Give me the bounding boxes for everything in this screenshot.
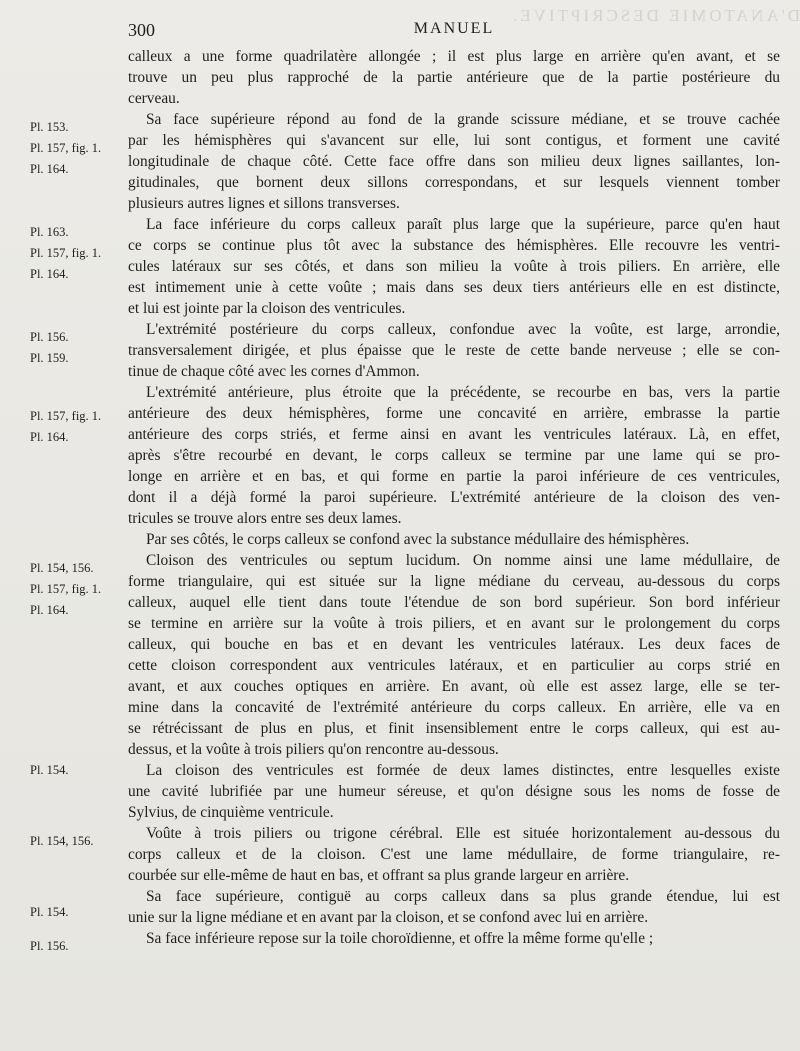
text-line: corps calleux et de la cloison. C'est une lame médullaire, de forme triangulaire, re- (128, 846, 780, 863)
text-line: Sylvius, de cinquième ventricule. (128, 804, 334, 821)
text-line: dessus, et la voûte à trois piliers qu'on rencontre au-dessous. (128, 741, 499, 758)
text-line: calleux a une forme quadrilatère allongée ; il est plus large en arrière qu'en avant, et se (128, 48, 780, 65)
text-line: Par ses côtés, le corps calleux se confond avec la substance médullaire des hémisphères. (146, 531, 690, 548)
margin-note: Pl. 163. (30, 225, 69, 239)
text-line: longe en arrière et en bas, et qui forme en partie la paroi inférieure de ces ventricules, (128, 468, 780, 485)
text-line: trouve un peu plus rapproché de la partie antérieure que de la partie postérieure du (128, 69, 780, 86)
margin-plate-references (30, 558, 120, 621)
margin-note: Pl. 164. (30, 603, 69, 617)
margin-plate-references (30, 831, 120, 852)
text-line: et lui est jointe par la cloison des ventricules. (128, 300, 406, 317)
text-line: cerveau. (128, 90, 180, 107)
text-line: Cloison des ventricules ou septum lucidum. On nomme ainsi une lame médullaire, de (146, 552, 780, 569)
margin-note: Pl. 157, fig. 1. (30, 582, 102, 596)
main-text (30, 46, 780, 953)
text-line: cules latéraux sur ses côtés, et dans son milieu la voûte à trois piliers. En arrière, elle (128, 258, 780, 275)
text-line: Sa face supérieure, contiguë au corps calleux dans sa plus grande étendue, lui est (146, 888, 780, 905)
text-line: une cavité lubrifiée par une humeur séreuse, et qu'on désigne sous les noms de fosse de (128, 783, 780, 800)
paragraph (30, 550, 780, 760)
text-line: antérieure des corps striés, et ferme ainsi en avant les ventricules latéraux. Là, en effet, (128, 426, 780, 443)
text-line: antérieure des deux hémisphères, forme une concavité en arrière, embrasse la partie (128, 405, 780, 422)
text-line: gitudinales, que bornent deux sillons correspondans, et sur lesquels viennent tomber (128, 174, 780, 191)
text-line: Sa face inférieure repose sur la toile choroïdienne, et offre la même forme qu'elle ; (146, 930, 654, 947)
text-line: courbée sur elle-même de haut en bas, et offrant sa plus grande largeur en arrière. (128, 867, 630, 884)
margin-note: Pl. 154. (30, 763, 69, 777)
paragraph (30, 928, 780, 953)
text-line: mine dans la concavité de l'extrémité antérieure du corps calleux. En arrière, elle va en (128, 699, 780, 716)
margin-note: Pl. 159. (30, 351, 69, 365)
text-line: par les hémisphères qui s'avancent sur elle, lui sont contigus, et forment une cavité (128, 132, 780, 149)
text-line: plusieurs autres lignes et sillons transverses. (128, 195, 400, 212)
text-line: unie sur la ligne médiane et en avant par la cloison, et se confond avec lui en arrière. (128, 909, 649, 926)
margin-note: Pl. 153. (30, 120, 69, 134)
paragraph (30, 214, 780, 319)
running-title: MANUEL (413, 20, 495, 37)
text-line: L'extrémité postérieure du corps calleux, confondue avec la voûte, est large, arrondie, (146, 321, 780, 338)
margin-note: Pl. 154, 156. (30, 561, 94, 575)
margin-note: Pl. 157, fig. 1. (30, 246, 102, 260)
text-line: forme triangulaire, qui est située sur la ligne médiane du cerveau, au-dessous du corps (128, 573, 780, 590)
text-line: dont il a déjà formé la paroi supérieure. L'extrémité antérieure de la cloison des ven- (128, 489, 780, 506)
text-line: transversalement dirigée, et plus épaisse que le reste de cette bande nerveuse ; elle se con- (128, 342, 780, 359)
text-line: La face inférieure du corps calleux paraît plus large que la supérieure, parce qu'en haut (146, 216, 780, 233)
margin-note: Pl. 154, 156. (30, 834, 94, 848)
paragraph (128, 46, 780, 109)
paragraph (30, 109, 780, 214)
margin-plate-references (30, 327, 120, 369)
text-line: avant, et aux couches optiques en arrière. En avant, où elle est assez large, elle se ter- (128, 678, 780, 695)
text-line: Voûte à trois piliers ou trigone cérébral. Elle est située horizontalement au-dessous du (146, 825, 780, 842)
margin-note: Pl. 156. (30, 939, 69, 953)
margin-plate-references (30, 222, 120, 285)
text-line: après s'être recourbé en devant, le corps calleux se termine par une lame qui se pro- (128, 447, 780, 464)
margin-plate-references (30, 936, 120, 957)
margin-plate-references (30, 406, 120, 448)
page-header (128, 20, 780, 42)
text-line: se rétrécissant de plus en plus, et finit insensiblement entre le corps calleux, qui est au- (128, 720, 780, 737)
text-line: ce corps se continue plus tôt avec la substance des hémisphères. Elle recouvre les ventri- (128, 237, 780, 254)
text-line: L'extrémité antérieure, plus étroite que la précédente, se recourbe en bas, vers la partie (146, 384, 780, 401)
paragraph (30, 319, 780, 382)
paragraph (30, 760, 780, 823)
margin-note: Pl. 157, fig. 1. (30, 409, 102, 423)
margin-note: Pl. 164. (30, 162, 69, 176)
margin-note: Pl. 154. (30, 905, 69, 919)
text-line: Sa face supérieure répond au fond de la grande scissure médiane, et se trouve cachée (146, 111, 780, 128)
paragraph (30, 823, 780, 886)
text-line: cette cloison correspondent aux ventricules latéraux, et en particulier au corps strié en (128, 657, 780, 674)
paragraph (30, 886, 780, 928)
page-number: 300 (128, 20, 155, 40)
text-line: longitudinale de chaque côté. Cette face offre dans son milieu deux lignes saillantes, lon- (128, 153, 780, 170)
margin-note: Pl. 164. (30, 267, 69, 281)
margin-plate-references (30, 760, 120, 781)
text-line: se termine en arrière sur la voûte à trois piliers, et en avant sur le prolongement du corps (128, 615, 780, 632)
text-line: tinue de chaque côté avec les cornes d'Ammon. (128, 363, 420, 380)
paragraph (128, 529, 780, 550)
margin-note: Pl. 157, fig. 1. (30, 141, 102, 155)
margin-note: Pl. 156. (30, 330, 69, 344)
text-line: calleux, auquel elle tient dans toute l'étendue de son bord supérieur. Son bord inférieur (128, 594, 780, 611)
paragraph (30, 382, 780, 529)
text-line: est intimement unie à cette voûte ; mais dans ses deux tiers antérieurs elle en est distincte, (128, 279, 780, 296)
margin-plate-references (30, 117, 120, 180)
text-line: calleux, qui bouche en bas et en devant les ventricules latéraux. Les deux faces de (128, 636, 780, 653)
margin-plate-references (30, 902, 120, 923)
text-line: La cloison des ventricules est formée de deux lames distinctes, entre lesquelles existe (146, 762, 780, 779)
text-line: tricules se trouve alors entre ses deux lames. (128, 510, 402, 527)
margin-note: Pl. 164. (30, 430, 69, 444)
bleed-through-text: D'ANATOMIE DESCRIPTIVE. (510, 6, 800, 25)
